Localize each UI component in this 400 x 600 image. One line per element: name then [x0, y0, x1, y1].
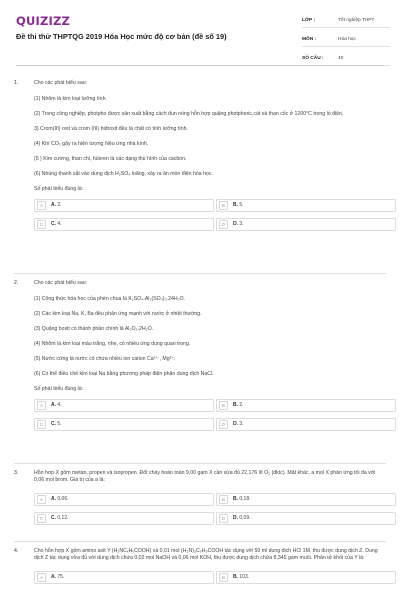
meta-row-class [302, 14, 390, 28]
option-a[interactable] [34, 399, 214, 412]
option-letter-box: A [37, 573, 46, 582]
question-ask: Số phát biểu đúng là: [34, 186, 84, 192]
option-key: D. [233, 515, 238, 521]
option-text: 0,12. [57, 515, 69, 521]
option-key: A. [51, 402, 56, 408]
option-key: C. [51, 515, 56, 521]
meta-value: Tốt nghiệp THPT [338, 18, 375, 23]
option-letter-box: B [219, 401, 228, 410]
question-1 [14, 80, 386, 231]
option-b[interactable] [216, 571, 396, 584]
option-key: C. [51, 421, 56, 427]
meta-row-subject [302, 33, 390, 47]
question-intro: Cho các phát biểu sau: [34, 80, 88, 86]
question-text: Cho hỗn hợp X gồm amino axit Y (H₂NCₓHᵧCOOH) và 0,01 mol (H₂N)₂C₅H₉COOH tác dụng với 50 ml dung dịch HCl 1M, thu được dung dịch Z. Dung dịch Z tác dụng vừa đủ với dung dịch chứa 0,02 mol NaOH và 0,06 mol KOH, thu được dung dịch chứa 8,345 gam muối. Phân tử khối của Y là: [34, 548, 378, 561]
option-letter-box: C [37, 220, 46, 229]
option-a[interactable] [34, 571, 214, 584]
option-text: 5. [57, 421, 62, 427]
answer-options [34, 399, 386, 431]
answer-options [34, 199, 386, 231]
option-text: 2. [239, 402, 244, 408]
option-key: B. [233, 574, 238, 580]
statement: (1) Nhôm là kim loại lưỡng tính. [34, 96, 107, 102]
option-c[interactable] [34, 512, 214, 525]
question-3 [14, 470, 386, 525]
option-b[interactable] [216, 493, 396, 506]
option-letter-box: B [219, 201, 228, 210]
question-intro: Cho các phát biểu sau: [34, 280, 88, 286]
option-key: D. [233, 421, 238, 427]
option-c[interactable] [34, 418, 214, 431]
meta-value: 40 [338, 56, 344, 61]
option-d[interactable] [216, 418, 396, 431]
option-key: A. [51, 202, 56, 208]
answer-options [34, 571, 386, 584]
statement: (2) Trong công nghiệp, photpho được sản xuất bằng cách đun nóng hỗn hợp quặng photphoric,cát và than cốc ở 1200°C trong lò điện. [34, 111, 344, 117]
option-letter-box: D [219, 514, 228, 523]
option-text: 3. [239, 221, 244, 227]
statement: (1) Công thức hóa học của phèn chua là K₂SO₄.Al₂(SO₄)₃.24H₂O. [34, 296, 186, 302]
question-divider [14, 463, 386, 464]
option-c[interactable] [34, 218, 214, 231]
option-key: B. [233, 496, 238, 502]
option-letter-box: D [219, 420, 228, 429]
question-divider [14, 273, 386, 274]
statement: (3) Quặng boxit có thành phần chính là Al₂O₃.2H₂O. [34, 326, 154, 332]
statement: (6) Có thể điều chế kim loại Na bằng phương pháp điện phân dung dịch NaCl. [34, 371, 214, 377]
option-letter-box: B [219, 495, 228, 504]
meta-table [302, 14, 390, 66]
question-number: 4. [14, 548, 19, 554]
option-text: 75. [57, 574, 65, 580]
statement: (6) Nhúng thanh sắt vào dung dịch H₂SO₄ loãng, xảy ra ăn mòn điện hóa học. [34, 171, 213, 177]
statement: (5 ) Kim cương, than chì, fuleren là các dạng thù hình của cacbon. [34, 156, 187, 162]
option-key: B. [233, 402, 238, 408]
option-text: 4. [57, 221, 62, 227]
statement: (4) Khí CO₂ gây ra hiện tượng hiệu ứng nhà kính. [34, 141, 149, 147]
meta-key: SỐ CÂU : [302, 56, 324, 61]
question-2 [14, 280, 386, 431]
quizizz-logo: QUIZIZZ [16, 14, 71, 28]
question-number: 2. [14, 280, 19, 286]
option-text: 2. [57, 202, 62, 208]
option-a[interactable] [34, 493, 214, 506]
question-number: 3. [14, 470, 19, 476]
question-number: 1. [14, 80, 19, 86]
meta-value: Hóa học [338, 37, 356, 42]
option-key: A. [51, 496, 56, 502]
option-letter-box: A [37, 401, 46, 410]
statement: (4) Nhôm là kim loại màu trắng, nhẹ, có nhiều ứng dụng quan trọng. [34, 341, 191, 347]
question-divider [14, 541, 386, 542]
meta-key: LỚP : [302, 18, 316, 23]
option-key: A. [51, 574, 56, 580]
statement: (5) Nước cứng là nước có chứa nhiều ion cation Ca²⁺ , Mg²⁺. [34, 356, 176, 362]
statement: 3) Crom(III) oxit và crom (III) hiđroxit đều là chất có tính lưỡng tính. [34, 126, 188, 132]
option-key: B. [233, 202, 238, 208]
option-d[interactable] [216, 218, 396, 231]
page-title: Đề thi thử THPTQG 2019 Hóa Học mức độ cơ bản (đề số 19) [16, 32, 227, 41]
option-text: 5. [239, 202, 244, 208]
option-letter-box: A [37, 201, 46, 210]
option-a[interactable] [34, 199, 214, 212]
option-text: 4. [57, 402, 62, 408]
question-4 [14, 548, 386, 584]
option-letter-box: B [219, 573, 228, 582]
option-letter-box: A [37, 495, 46, 504]
option-text: 103. [239, 574, 250, 580]
option-key: C. [51, 221, 56, 227]
option-text: 0,18. [239, 496, 251, 502]
option-key: D. [233, 221, 238, 227]
meta-key: MÔN : [302, 37, 317, 42]
option-letter-box: C [37, 420, 46, 429]
option-letter-box: C [37, 514, 46, 523]
option-text: 3. [239, 421, 244, 427]
option-text: 0,06. [57, 496, 69, 502]
question-ask: Số phát biểu đúng là: [34, 386, 84, 392]
option-text: 0,09. [239, 515, 251, 521]
option-d[interactable] [216, 512, 396, 525]
question-text: Hỗn hợp X gồm metan, propen và isopropen. Đốt cháy hoàn toàn 9,00 gam X cần vừa đủ 22,176 lít O₂ (đktc). Mặt khác, a mol X phản ứng tối đa với 0,06 mol brom. Giá trị của a là: [34, 470, 376, 483]
option-b[interactable] [216, 199, 396, 212]
meta-row-count [302, 52, 390, 66]
statement: (2) Các kim loại Na, K, Ba đều phản ứng mạnh với nước ở nhiệt thường. [34, 311, 202, 317]
option-b[interactable] [216, 399, 396, 412]
header-divider [16, 65, 384, 66]
option-letter-box: D [219, 220, 228, 229]
answer-options [34, 493, 386, 525]
